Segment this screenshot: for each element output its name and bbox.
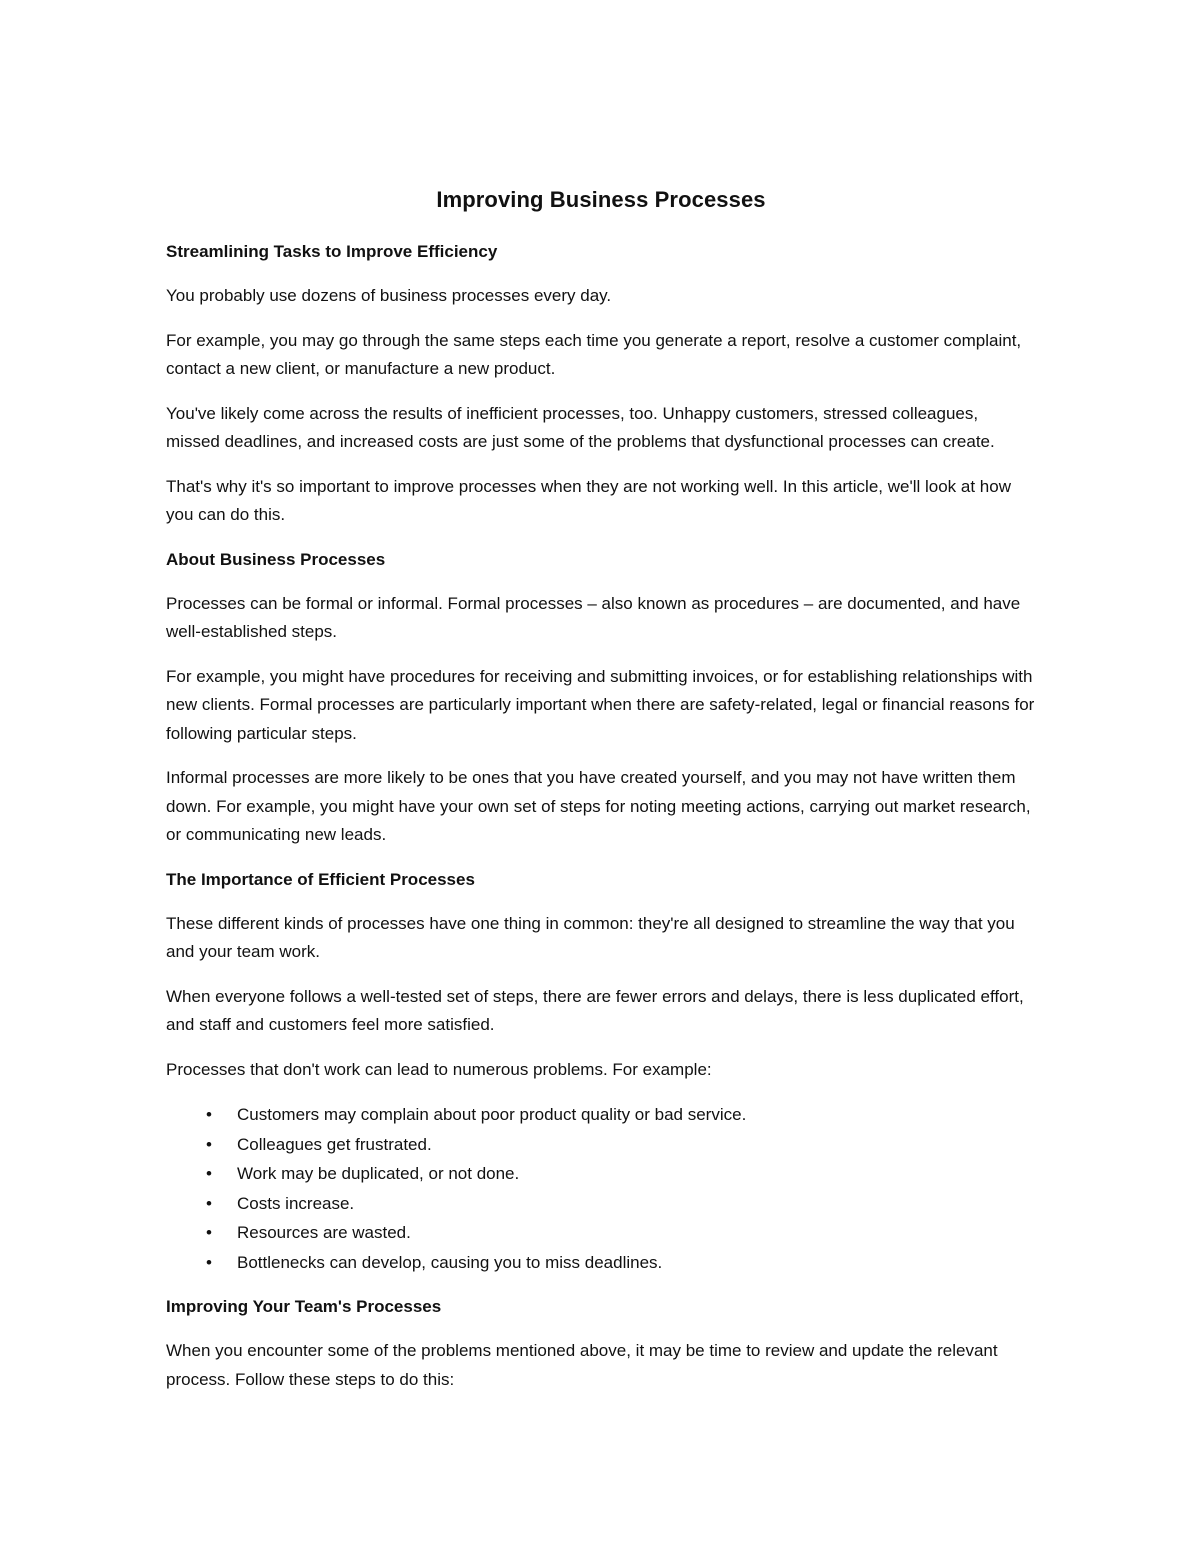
paragraph: That's why it's so important to improve processes when they are not working well. In this article, we'll look at how you can do this. — [166, 476, 1011, 524]
paragraph: You probably use dozens of business processes every day. — [166, 286, 612, 305]
list-item-text: Colleagues get frustrated. — [237, 1134, 432, 1154]
section-heading: The Importance of Efficient Processes — [166, 869, 475, 889]
paragraph: You've likely come across the results of inefficient processes, too. Unhappy customers, stressed colleagues, missed deadlines, and increased costs are just some of the problems that dysfunctional processes can create. — [166, 403, 995, 451]
bullet-icon: • — [206, 1134, 212, 1154]
list-item — [166, 1248, 1036, 1278]
list-item — [166, 1189, 1036, 1219]
paragraph: These different kinds of processes have one thing in common: they're all designed to streamline the way that you and your team work. — [166, 913, 1015, 961]
list-item-text: Resources are wasted. — [237, 1223, 411, 1242]
section-importance-of-efficient-processes — [166, 866, 1036, 1278]
bullet-icon: • — [206, 1193, 212, 1213]
paragraph: Informal processes are more likely to be ones that you have created yourself, and you may not have written them down. For example, you might have your own set of steps for noting meeting actions, carrying out market research, or communicating new leads. — [166, 768, 1031, 844]
paragraph: When you encounter some of the problems mentioned above, it may be time to review and update the relevant process. Follow these steps to do this: — [166, 1341, 998, 1389]
document-title: Improving Business Processes — [436, 187, 766, 212]
list-item — [166, 1100, 1036, 1130]
bullet-icon: • — [206, 1164, 212, 1183]
section-streamlining-tasks — [166, 238, 1036, 530]
paragraph: When everyone follows a well-tested set of steps, there are fewer errors and delays, there is less duplicated effort, and staff and customers feel more satisfied. — [166, 986, 1024, 1034]
paragraph: Processes that don't work can lead to numerous problems. For example: — [166, 1059, 712, 1079]
problems-bullet-list — [166, 1100, 1036, 1277]
list-item-text: Work may be duplicated, or not done. — [237, 1164, 520, 1183]
bullet-icon: • — [206, 1105, 212, 1124]
list-item-text: Customers may complain about poor product quality or bad service. — [237, 1105, 747, 1124]
section-improving-team-processes — [166, 1293, 1036, 1394]
paragraph: For example, you might have procedures for receiving and submitting invoices, or for establishing relationships with new clients. Formal processes are particularly important when there are safety-related, legal or financial reasons for following particular steps. — [166, 666, 1035, 743]
list-item-text: Costs increase. — [237, 1193, 355, 1213]
bullet-icon: • — [206, 1252, 212, 1272]
list-item — [166, 1218, 1036, 1248]
document-body — [166, 183, 1036, 1410]
section-heading: Streamlining Tasks to Improve Efficiency — [166, 242, 498, 261]
section-heading: Improving Your Team's Processes — [166, 1297, 442, 1316]
section-heading: About Business Processes — [166, 549, 386, 569]
bullet-icon: • — [206, 1223, 212, 1242]
list-item — [166, 1159, 1036, 1189]
list-item — [166, 1130, 1036, 1160]
list-item-text: Bottlenecks can develop, causing you to miss deadlines. — [237, 1252, 663, 1272]
paragraph: Processes can be formal or informal. Formal processes – also known as procedures – are documented, and have well-established steps. — [166, 593, 1021, 641]
paragraph: For example, you may go through the same steps each time you generate a report, resolve a customer complaint, contact a new client, or manufacture a new product. — [166, 330, 1022, 378]
section-about-business-processes — [166, 546, 1036, 850]
